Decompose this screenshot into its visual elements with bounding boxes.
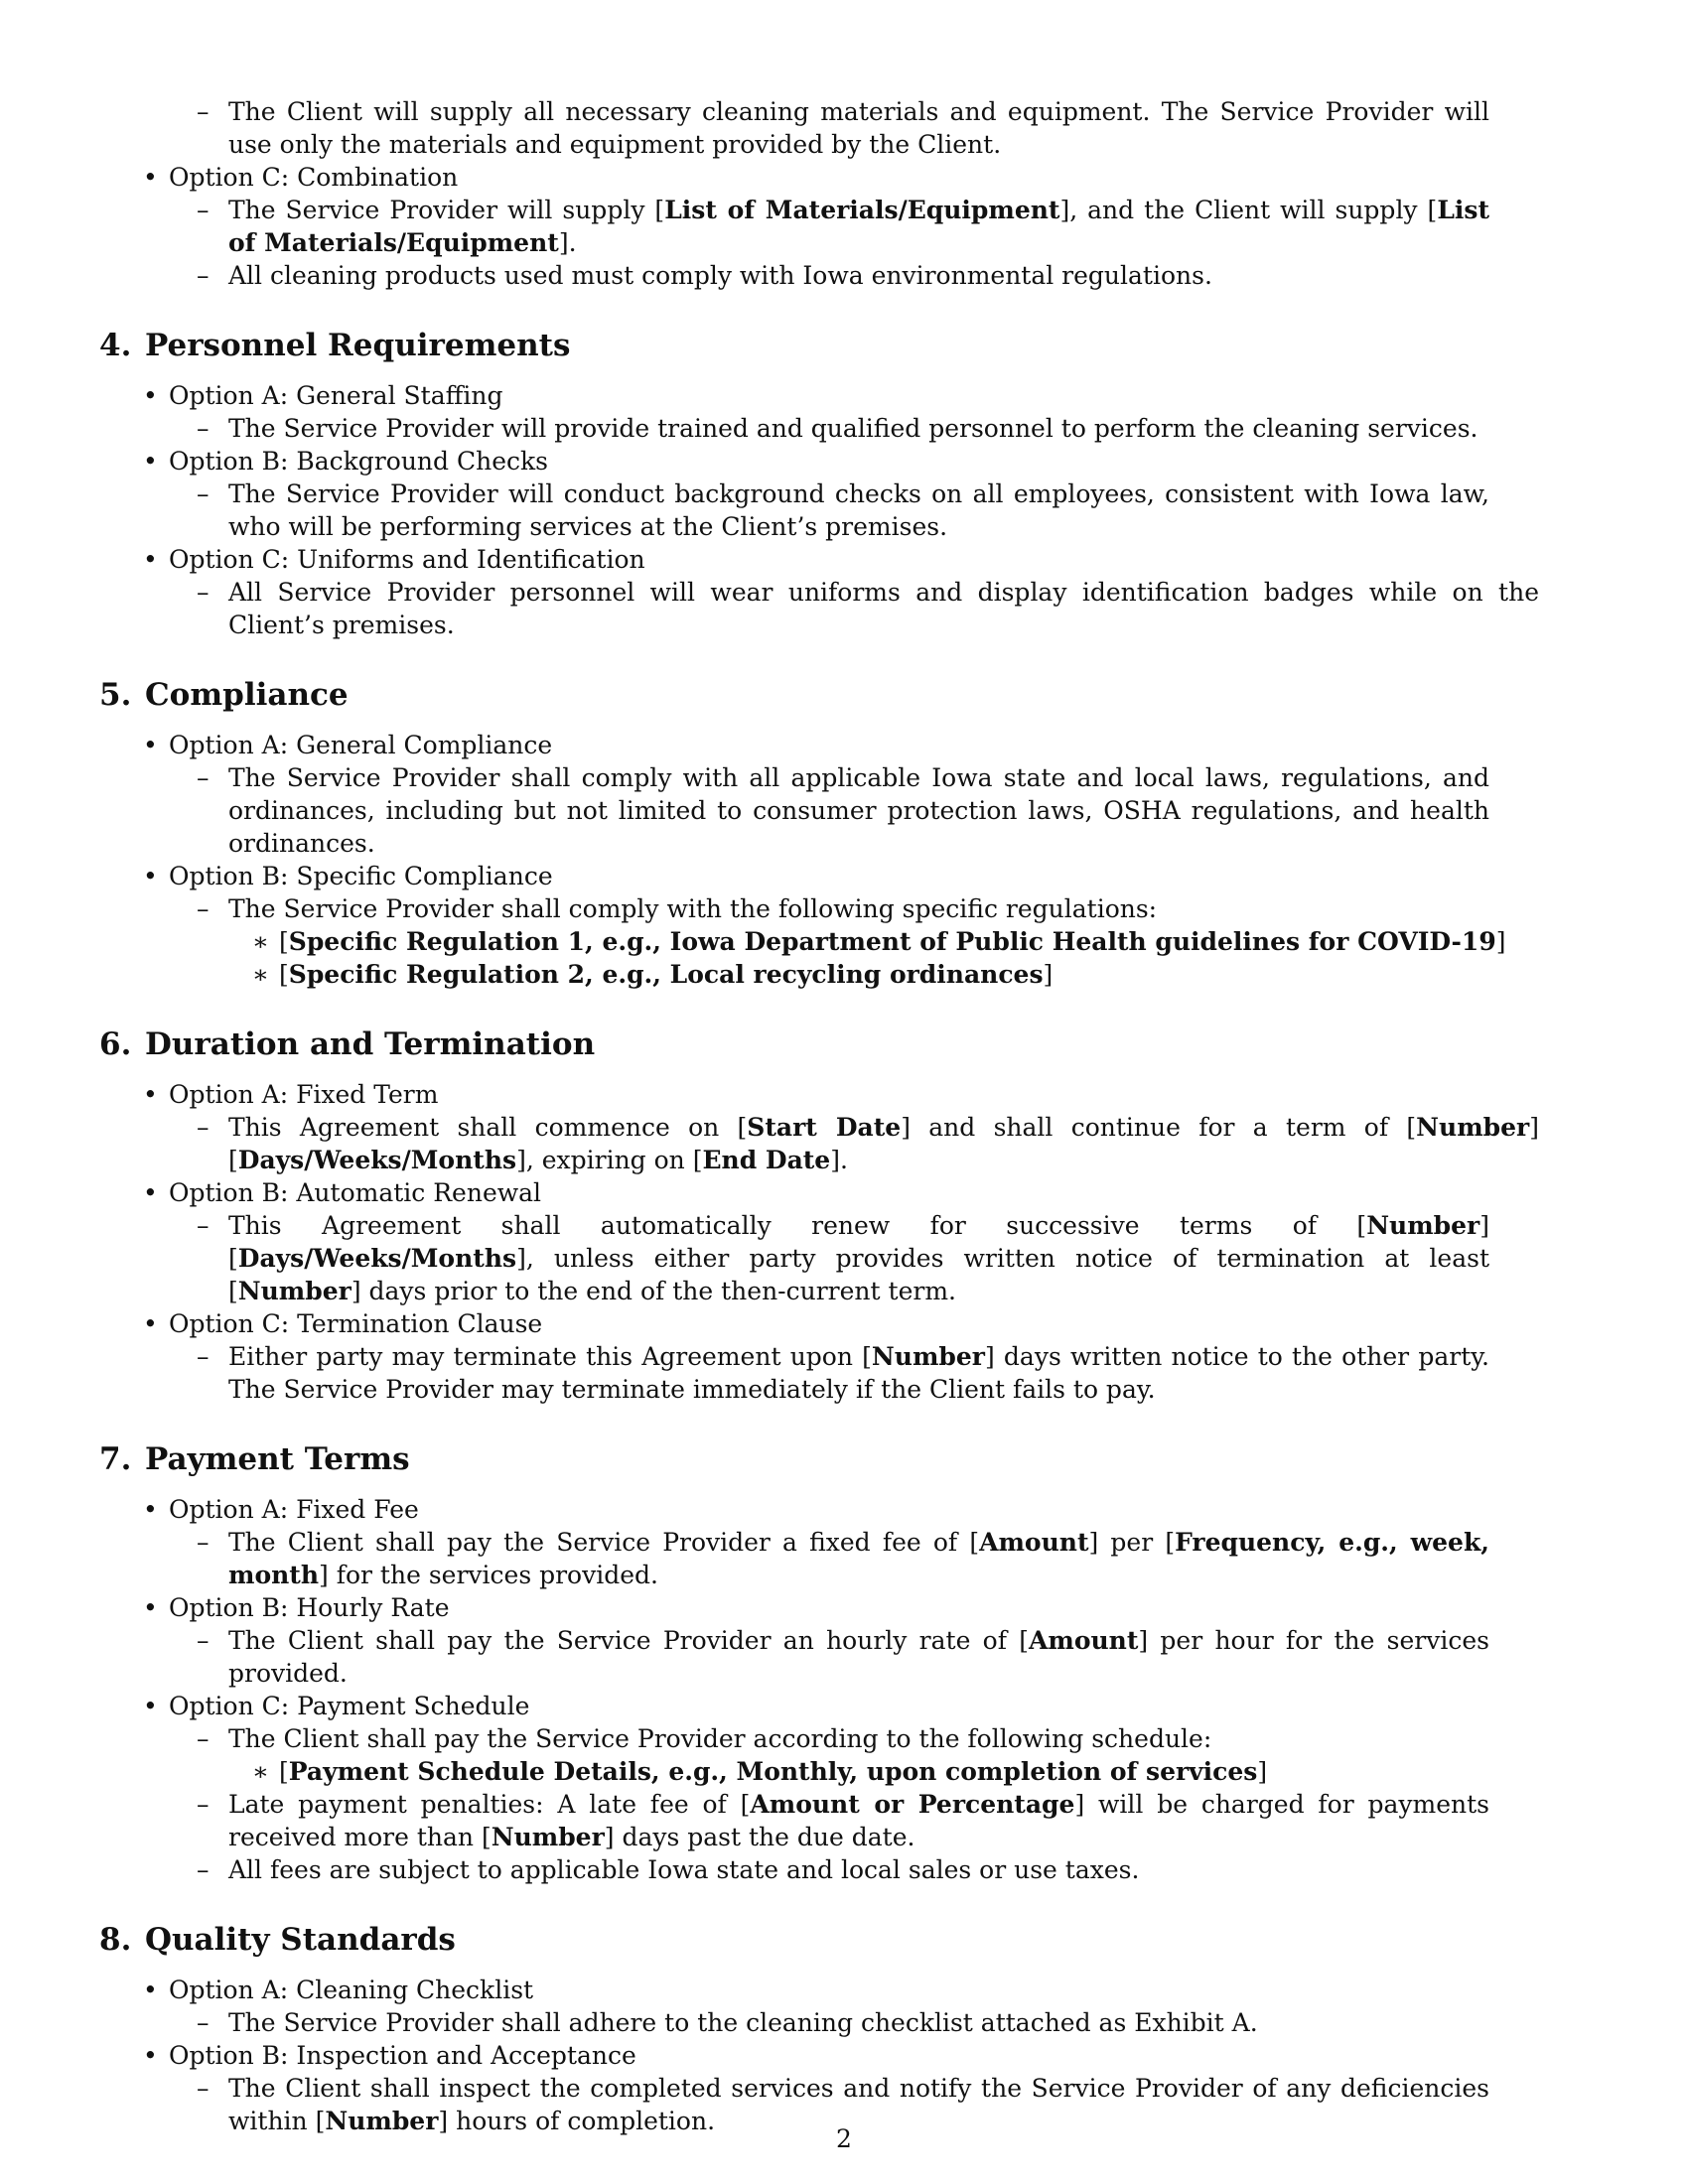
document-body xyxy=(99,95,1589,2137)
page-number: 2 xyxy=(836,2124,852,2153)
placeholder-field: Number xyxy=(325,2107,439,2135)
placeholder-field: Payment Schedule Details, e.g., Monthly, upon completion of services xyxy=(288,1757,1258,1786)
placeholder-field: Number xyxy=(491,1823,605,1851)
list-item: – The Service Provider shall comply with all applicable Iowa state and local laws, regulations, and ordinances, including but not limited to consumer protection laws, OSHA regulations, and health ordinances. xyxy=(99,761,1589,860)
option-item: • Option A: Cleaning Checklist xyxy=(99,1974,1589,2006)
list-item: – The Service Provider shall adhere to the cleaning checklist attached as Exhibit A. xyxy=(99,2006,1589,2039)
section-duration xyxy=(99,1024,1589,1406)
option-item: • Option B: Inspection and Acceptance xyxy=(99,2039,1589,2072)
list-item: – All Service Provider personnel will wear uniforms and display identification badges while on the Client’s premises. xyxy=(99,576,1589,641)
placeholder-field: List of Materials/Equipment xyxy=(664,196,1060,224)
list-item: – The Client will supply all necessary cleaning materials and equipment. The Service Provider will use only the materials and equipment provided by the Client. xyxy=(99,95,1589,161)
list-item: – This Agreement shall automatically renew for successive terms of [Number] [Days/Weeks/Months], unless either party provides written notice of termination at least [Number] days prior to the end of the then-current term. xyxy=(99,1209,1589,1307)
placeholder-field: Number xyxy=(1416,1113,1530,1142)
placeholder-field: Amount or Percentage xyxy=(750,1790,1075,1819)
section-quality xyxy=(99,1920,1589,2137)
list-item: – All fees are subject to applicable Iowa state and local sales or use taxes. xyxy=(99,1853,1589,1886)
placeholder-field: List of Materials/Equipment xyxy=(228,196,1490,257)
regulation-item: ∗ [Specific Regulation 1, e.g., Iowa Department of Public Health guidelines for COVID-19] xyxy=(99,925,1589,958)
list-item: – The Client shall pay the Service Provider a fixed fee of [Amount] per [Frequency, e.g., week, month] for the services provided. xyxy=(99,1526,1589,1591)
section-heading: 6. Duration and Termination xyxy=(99,1026,596,1062)
list-item: – This Agreement shall commence on [Start Date] and shall continue for a term of [Number] [Days/Weeks/Months], expiring on [End Date]. xyxy=(99,1111,1589,1176)
placeholder-field: Number xyxy=(871,1342,985,1371)
option-item: • Option A: General Compliance xyxy=(99,729,1589,761)
option-item: • Option C: Payment Schedule xyxy=(99,1690,1589,1722)
list-item: – The Client shall inspect the completed services and notify the Service Provider of any deficiencies within [Number] hours of completion. xyxy=(99,2072,1589,2137)
list-item: – The Service Provider shall comply with the following specific regulations: xyxy=(99,892,1589,925)
list-item: – All cleaning products used must comply with Iowa environmental regulations. xyxy=(99,259,1589,292)
option-item: • Option B: Automatic Renewal xyxy=(99,1176,1589,1209)
list-item: – The Client shall pay the Service Provider according to the following schedule: xyxy=(99,1722,1589,1755)
option-item: • Option A: Fixed Fee xyxy=(99,1493,1589,1526)
option-item: • Option C: Termination Clause xyxy=(99,1307,1589,1340)
section-personnel xyxy=(99,326,1589,641)
placeholder-field: Days/Weeks/Months xyxy=(237,1146,517,1174)
list-item: – The Client shall pay the Service Provider an hourly rate of [Amount] per hour for the services provided. xyxy=(99,1624,1589,1690)
section-payment xyxy=(99,1439,1589,1886)
placeholder-field: Amount xyxy=(979,1528,1089,1557)
placeholder-field: Frequency, e.g., week, month xyxy=(228,1528,1489,1589)
option-item: • Option B: Hourly Rate xyxy=(99,1591,1589,1624)
section-heading: 4. Personnel Requirements xyxy=(99,328,571,363)
placeholder-field: Specific Regulation 1, e.g., Iowa Department of Public Health guidelines for COVID-19 xyxy=(288,927,1496,956)
regulation-item: ∗ [Specific Regulation 2, e.g., Local recycling ordinances] xyxy=(99,958,1589,991)
option-item: • Option C: Combination xyxy=(99,161,1589,194)
placeholder-field: Days/Weeks/Months xyxy=(237,1244,517,1273)
list-item: – The Service Provider will supply [List of Materials/Equipment], and the Client will supply [List of Materials/Equipment]. xyxy=(99,194,1589,259)
list-item: – The Service Provider will conduct background checks on all employees, consistent with Iowa law, who will be performing services at the Client’s premises. xyxy=(99,478,1589,543)
section-heading: 5. Compliance xyxy=(99,677,349,713)
placeholder-field: Specific Regulation 2, e.g., Local recycling ordinances xyxy=(288,960,1044,989)
schedule-item: ∗ [Payment Schedule Details, e.g., Monthly, upon completion of services] xyxy=(99,1755,1589,1788)
section-compliance xyxy=(99,675,1589,991)
placeholder-field: Number xyxy=(1366,1211,1480,1240)
list-item: – The Service Provider will provide trained and qualified personnel to perform the cleaning services. xyxy=(99,412,1589,445)
placeholder-field: Number xyxy=(237,1277,352,1305)
option-item: • Option A: General Staffing xyxy=(99,379,1589,412)
list-item: – Late payment penalties: A late fee of [Amount or Percentage] will be charged for payments received more than [Number] days past the due date. xyxy=(99,1788,1589,1853)
section-heading: 7. Payment Terms xyxy=(99,1441,410,1477)
section-heading: 8. Quality Standards xyxy=(99,1922,456,1958)
list-item: – Either party may terminate this Agreement upon [Number] days written notice to the other party. The Service Provider may terminate immediately if the Client fails to pay. xyxy=(99,1340,1589,1406)
option-item: • Option A: Fixed Term xyxy=(99,1078,1589,1111)
placeholder-field: End Date xyxy=(702,1146,831,1174)
option-item: • Option B: Background Checks xyxy=(99,445,1589,478)
placeholder-field: Start Date xyxy=(747,1113,902,1142)
option-item: • Option C: Uniforms and Identification xyxy=(99,543,1589,576)
option-item: • Option B: Specific Compliance xyxy=(99,860,1589,892)
placeholder-field: Amount xyxy=(1028,1626,1139,1655)
